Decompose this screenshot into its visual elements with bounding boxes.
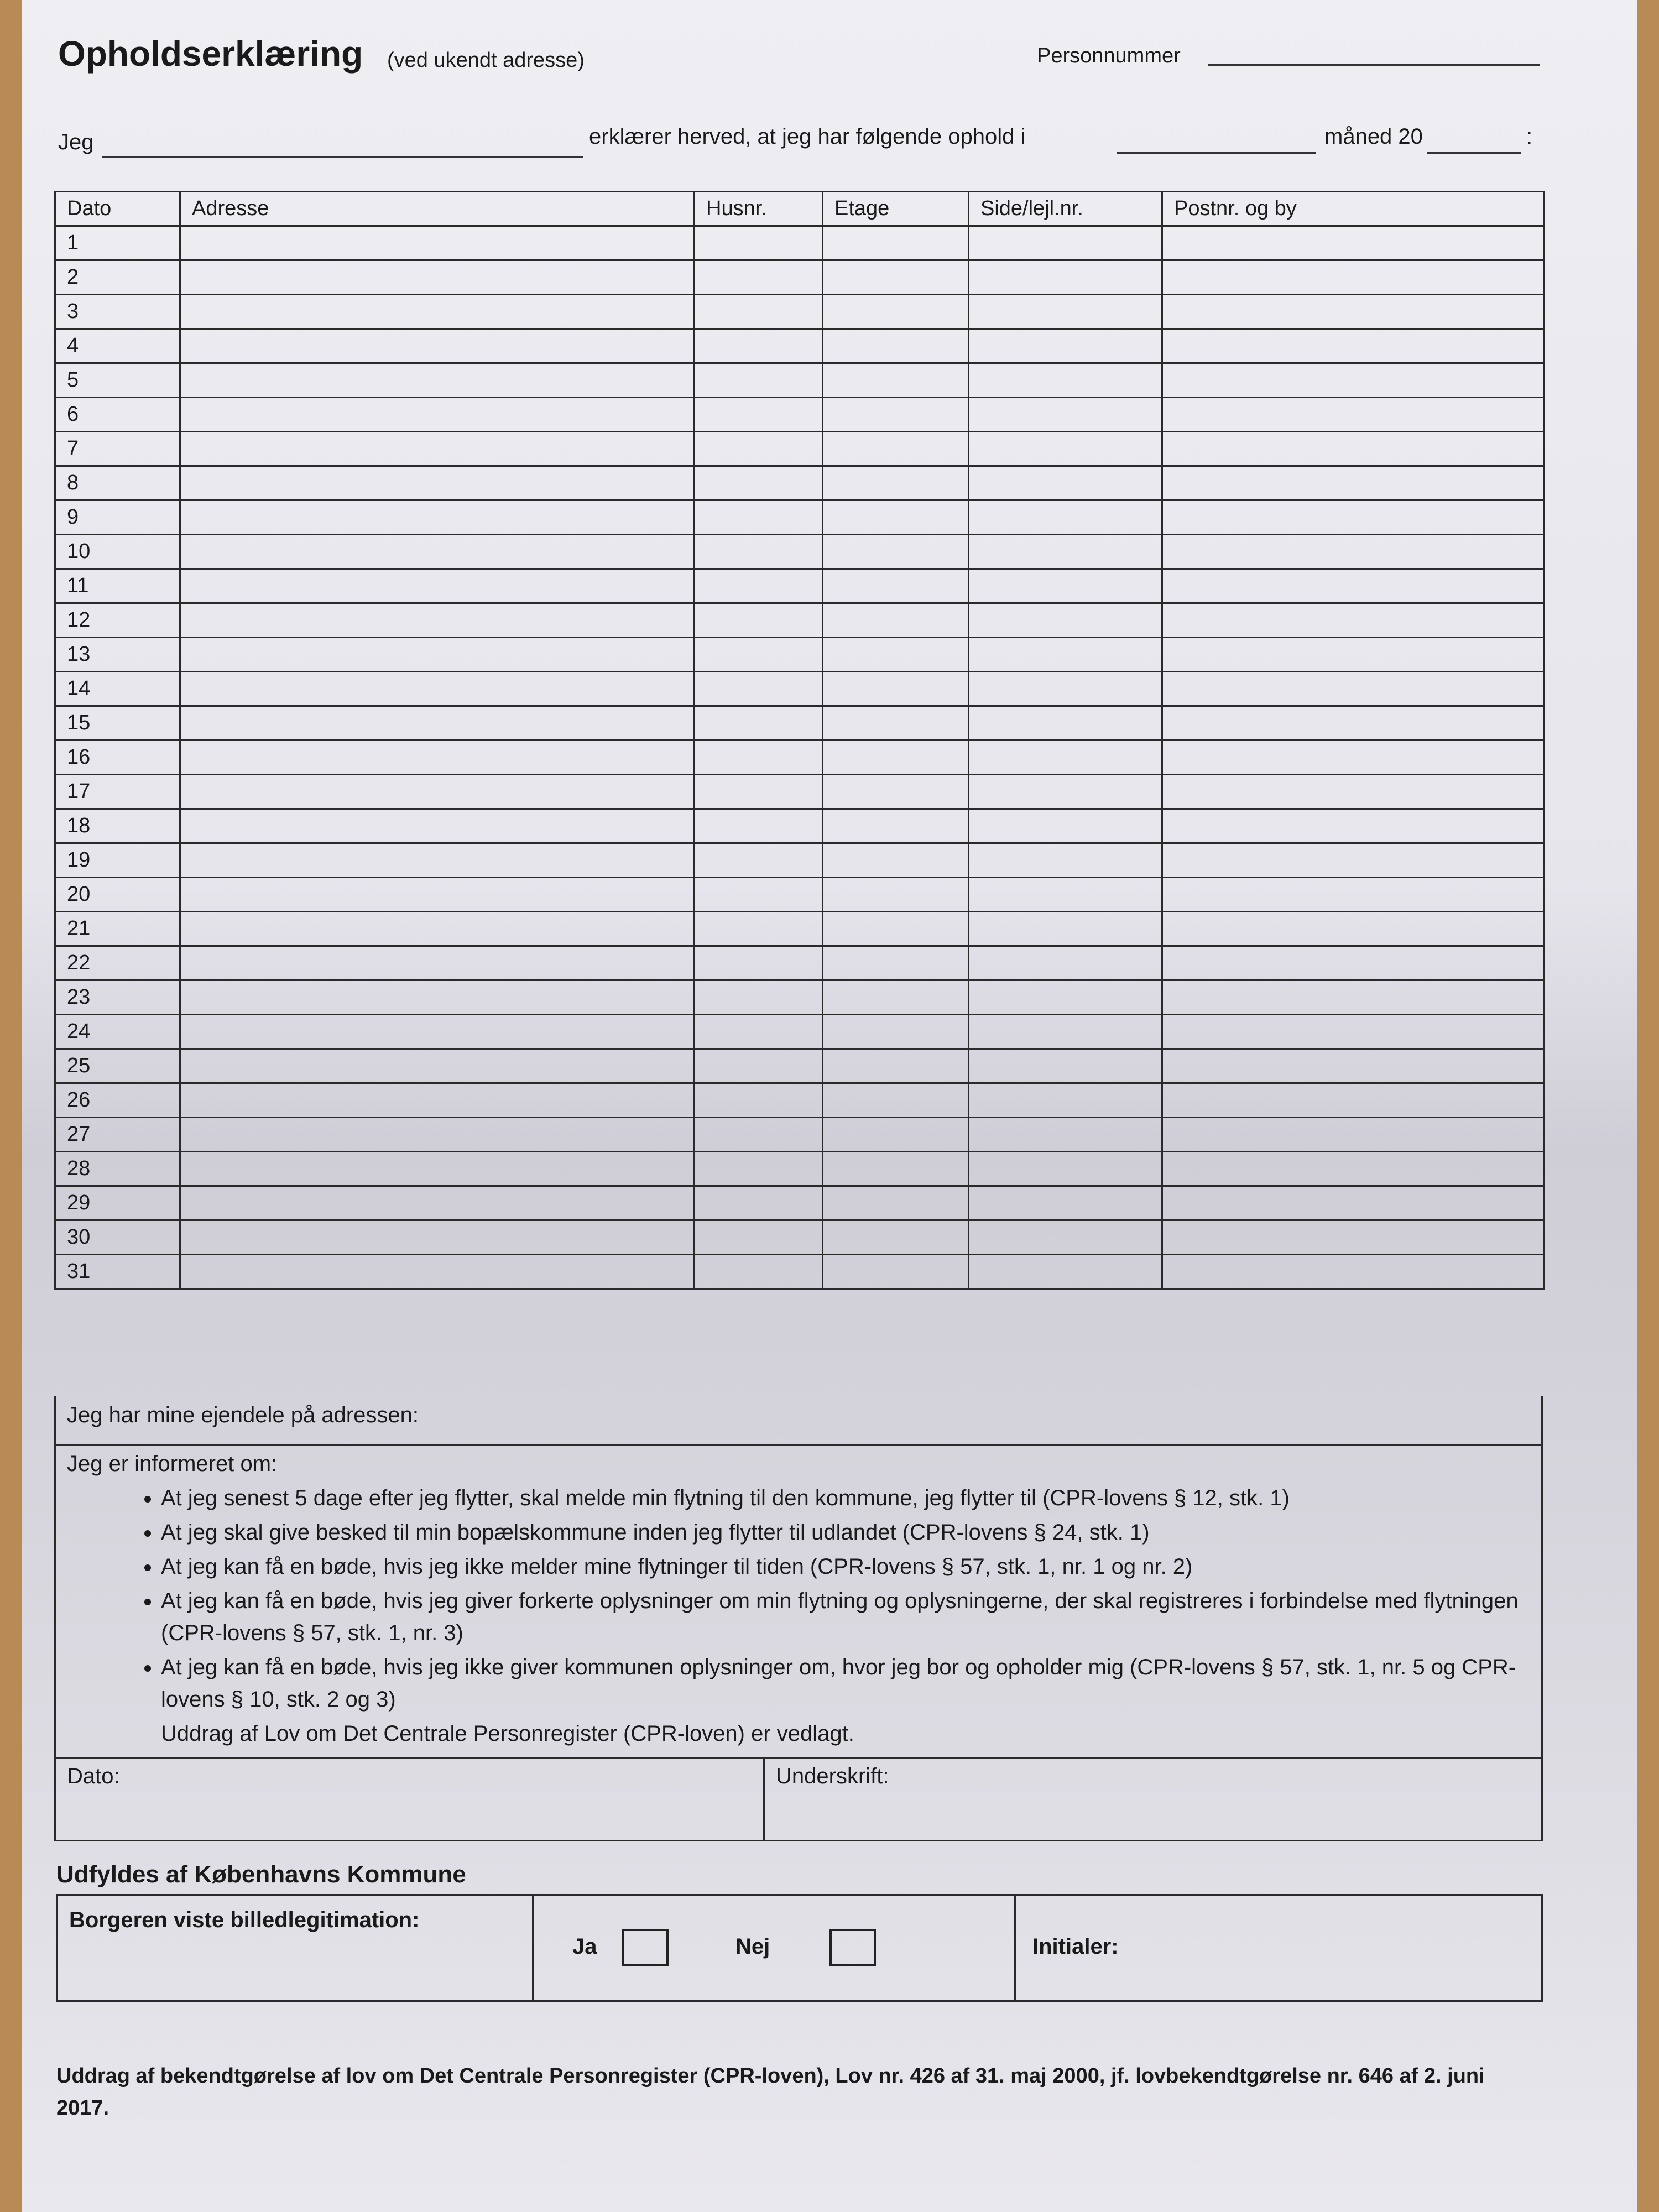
- table-row: [55, 740, 1544, 775]
- table-cell-input[interactable]: [969, 843, 1162, 878]
- table-cell-input[interactable]: [180, 535, 695, 569]
- signature-field[interactable]: [765, 1759, 900, 1840]
- table-cell-input[interactable]: [969, 1220, 1162, 1255]
- table-row: [55, 535, 1544, 569]
- table-cell-input[interactable]: [1162, 638, 1544, 672]
- table-cell-input[interactable]: [823, 1152, 969, 1186]
- table-cell-input[interactable]: [969, 672, 1162, 706]
- table-cell-input[interactable]: [180, 603, 695, 638]
- table-cell-input[interactable]: [695, 706, 823, 740]
- col-postnr: Postnr. og by: [1162, 192, 1544, 226]
- table-cell-input[interactable]: [180, 466, 695, 500]
- row-date: 29: [55, 1186, 180, 1220]
- kommune-heading: Udfyldes af Københavns Kommune: [56, 1861, 466, 1888]
- table-cell-input[interactable]: [969, 295, 1162, 329]
- page-title: Opholdserklæring: [58, 34, 363, 74]
- row-date: 7: [55, 432, 180, 466]
- table-cell-input[interactable]: [969, 809, 1162, 843]
- row-date: 9: [55, 500, 180, 535]
- yes-label: Ja: [572, 1934, 597, 1959]
- table-row: [55, 912, 1544, 946]
- initials-field[interactable]: [1016, 1896, 1541, 2000]
- table-cell-input[interactable]: [823, 603, 969, 638]
- table-cell-input[interactable]: [969, 1186, 1162, 1220]
- table-cell-input[interactable]: [969, 466, 1162, 500]
- table-cell-input[interactable]: [180, 363, 695, 398]
- table-cell-input[interactable]: [1162, 295, 1544, 329]
- table-cell-input[interactable]: [969, 912, 1162, 946]
- table-cell-input[interactable]: [695, 980, 823, 1015]
- col-side: Side/lejl.nr.: [969, 192, 1162, 226]
- table-cell-input[interactable]: [823, 638, 969, 672]
- table-cell-input[interactable]: [180, 1220, 695, 1255]
- table-cell-input[interactable]: [823, 672, 969, 706]
- table-cell-input[interactable]: [969, 569, 1162, 603]
- info-heading: Jeg er informeret om:: [67, 1452, 278, 1476]
- row-date: 14: [55, 672, 180, 706]
- declaration-jeg: Jeg: [58, 130, 94, 154]
- table-cell-input[interactable]: [1162, 775, 1544, 809]
- table-cell-input[interactable]: [823, 1015, 969, 1049]
- table-cell-input[interactable]: [823, 1118, 969, 1152]
- table-row: [55, 329, 1544, 363]
- table-row: [55, 603, 1544, 638]
- table-cell-input[interactable]: [180, 1255, 695, 1289]
- form-page: [22, 0, 1637, 2212]
- table-cell-input[interactable]: [695, 1152, 823, 1186]
- table-cell-input[interactable]: [180, 878, 695, 912]
- table-row: [55, 1083, 1544, 1118]
- table-row: [55, 260, 1544, 295]
- table-cell-input[interactable]: [823, 295, 969, 329]
- table-cell-input[interactable]: [695, 226, 823, 260]
- row-date: 23: [55, 980, 180, 1015]
- personnummer-label: Personnummer: [1037, 44, 1181, 67]
- table-cell-input[interactable]: [1162, 1049, 1544, 1083]
- table-cell-input[interactable]: [969, 1083, 1162, 1118]
- col-husnr: Husnr.: [695, 192, 823, 226]
- table-row: [55, 1015, 1544, 1049]
- table-cell-input[interactable]: [823, 878, 969, 912]
- table-cell-input[interactable]: [695, 535, 823, 569]
- table-cell-input[interactable]: [695, 809, 823, 843]
- table-cell-input[interactable]: [969, 740, 1162, 775]
- row-date: 6: [55, 398, 180, 432]
- table-cell-input[interactable]: [969, 363, 1162, 398]
- list-item: • At jeg skal give besked til min bopælskommune inden jeg flytter til udlandet (CPR-lovens § 24, stk. 1): [161, 1516, 1530, 1548]
- table-cell-input[interactable]: [823, 843, 969, 878]
- table-row: [55, 1255, 1544, 1289]
- table-row: [55, 1220, 1544, 1255]
- table-cell-input[interactable]: [695, 775, 823, 809]
- table-cell-input[interactable]: [1162, 603, 1544, 638]
- row-date: 17: [55, 775, 180, 809]
- table-row: [55, 569, 1544, 603]
- table-cell-input[interactable]: [823, 1049, 969, 1083]
- table-cell-input[interactable]: [1162, 466, 1544, 500]
- table-cell-input[interactable]: [1162, 980, 1544, 1015]
- declaration-line: [58, 124, 1540, 163]
- table-cell-input[interactable]: [180, 775, 695, 809]
- row-date: 21: [55, 912, 180, 946]
- table-cell-input[interactable]: [180, 980, 695, 1015]
- id-label: Borgeren viste billedlegitimation:: [58, 1896, 534, 2000]
- table-cell-input[interactable]: [695, 1015, 823, 1049]
- table-row: [55, 706, 1544, 740]
- table-cell-input[interactable]: [969, 535, 1162, 569]
- col-dato: Dato: [55, 192, 180, 226]
- table-row: [55, 980, 1544, 1015]
- table-cell-input[interactable]: [823, 980, 969, 1015]
- table-cell-input[interactable]: [695, 1049, 823, 1083]
- table-cell-input[interactable]: [695, 1118, 823, 1152]
- table-cell-input[interactable]: [1162, 398, 1544, 432]
- table-cell-input[interactable]: [969, 878, 1162, 912]
- table-cell-input[interactable]: [695, 603, 823, 638]
- table-cell-input[interactable]: [695, 878, 823, 912]
- list-item: • At jeg kan få en bøde, hvis jeg giver forkerte oplysninger om min flytning og oplysningerne, der skal registreres i forbindelse med flytningen (CPR-lovens § 57, stk. 1, nr. 3): [161, 1585, 1530, 1649]
- table-cell-input[interactable]: [695, 946, 823, 980]
- place-field[interactable]: [1117, 152, 1316, 154]
- table-cell-input[interactable]: [180, 329, 695, 363]
- table-cell-input[interactable]: [695, 295, 823, 329]
- table-row: [55, 1186, 1544, 1220]
- list-item: • At jeg kan få en bøde, hvis jeg ikke melder mine flytninger til tiden (CPR-lovens § 57, stk. 1, nr. 1 og nr. 2): [161, 1551, 1530, 1583]
- table-row: [55, 1118, 1544, 1152]
- row-date: 22: [55, 946, 180, 980]
- table-cell-input[interactable]: [180, 843, 695, 878]
- table-cell-input[interactable]: [695, 912, 823, 946]
- table-cell-input[interactable]: [180, 295, 695, 329]
- table-cell-input[interactable]: [1162, 740, 1544, 775]
- belongings-label: Jeg har mine ejendele på adressen:: [67, 1403, 419, 1427]
- table-cell-input[interactable]: [823, 1083, 969, 1118]
- table-cell-input[interactable]: [823, 535, 969, 569]
- table-cell-input[interactable]: [823, 775, 969, 809]
- table-row: [55, 775, 1544, 809]
- table-cell-input[interactable]: [969, 260, 1162, 295]
- table-cell-input[interactable]: [180, 260, 695, 295]
- table-cell-input[interactable]: [969, 1255, 1162, 1289]
- table-cell-input[interactable]: [969, 398, 1162, 432]
- table-cell-input[interactable]: [823, 1255, 969, 1289]
- table-cell-input[interactable]: [695, 398, 823, 432]
- table-cell-input[interactable]: [969, 1049, 1162, 1083]
- table-row: [55, 1152, 1544, 1186]
- table-row: [55, 295, 1544, 329]
- row-date: 31: [55, 1255, 180, 1289]
- table-cell-input[interactable]: [823, 363, 969, 398]
- table-cell-input[interactable]: [1162, 843, 1544, 878]
- table-cell-input[interactable]: [180, 398, 695, 432]
- table-cell-input[interactable]: [1162, 329, 1544, 363]
- table-cell-input[interactable]: [180, 672, 695, 706]
- stay-table: [54, 191, 1545, 1290]
- table-cell-input[interactable]: [180, 638, 695, 672]
- table-cell-input[interactable]: [180, 706, 695, 740]
- table-cell-input[interactable]: [1162, 226, 1544, 260]
- table-cell-input[interactable]: [1162, 1015, 1544, 1049]
- table-cell-input[interactable]: [969, 1015, 1162, 1049]
- table-cell-input[interactable]: [180, 912, 695, 946]
- table-cell-input[interactable]: [695, 500, 823, 535]
- table-row: [55, 809, 1544, 843]
- row-date: 26: [55, 1083, 180, 1118]
- year-field[interactable]: [1427, 152, 1521, 154]
- table-row: [55, 500, 1544, 535]
- initials-label: Initialer:: [1032, 1934, 1119, 1959]
- table-row: [55, 466, 1544, 500]
- row-date: 12: [55, 603, 180, 638]
- table-row: [55, 1049, 1544, 1083]
- table-cell-input[interactable]: [969, 775, 1162, 809]
- personnummer-field[interactable]: [1208, 64, 1540, 66]
- table-cell-input[interactable]: [823, 398, 969, 432]
- name-field[interactable]: [102, 156, 583, 158]
- table-cell-input[interactable]: [823, 1220, 969, 1255]
- row-date: 13: [55, 638, 180, 672]
- table-cell-input[interactable]: [695, 740, 823, 775]
- row-date: 19: [55, 843, 180, 878]
- table-cell-input[interactable]: [969, 706, 1162, 740]
- row-date: 27: [55, 1118, 180, 1152]
- table-row: [55, 432, 1544, 466]
- table-cell-input[interactable]: [969, 638, 1162, 672]
- table-cell-input[interactable]: [695, 672, 823, 706]
- row-date: 1: [55, 226, 180, 260]
- table-cell-input[interactable]: [969, 500, 1162, 535]
- table-cell-input[interactable]: [695, 329, 823, 363]
- row-date: 15: [55, 706, 180, 740]
- table-row: [55, 843, 1544, 878]
- table-cell-input[interactable]: [1162, 1083, 1544, 1118]
- table-cell-input[interactable]: [969, 1152, 1162, 1186]
- table-cell-input[interactable]: [1162, 432, 1544, 466]
- table-cell-input[interactable]: [969, 603, 1162, 638]
- table-row: [55, 226, 1544, 260]
- table-cell-input[interactable]: [180, 809, 695, 843]
- table-cell-input[interactable]: [180, 1049, 695, 1083]
- table-row: [55, 638, 1544, 672]
- table-cell-input[interactable]: [1162, 946, 1544, 980]
- table-cell-input[interactable]: [969, 946, 1162, 980]
- table-cell-input[interactable]: [180, 1186, 695, 1220]
- signature-label: Underskrift:: [776, 1764, 889, 1788]
- table-cell-input[interactable]: [695, 569, 823, 603]
- table-cell-input[interactable]: [180, 226, 695, 260]
- table-cell-input[interactable]: [969, 980, 1162, 1015]
- table-cell-input[interactable]: [1162, 1118, 1544, 1152]
- row-date: 18: [55, 809, 180, 843]
- table-row: [55, 398, 1544, 432]
- table-cell-input[interactable]: [823, 1186, 969, 1220]
- table-cell-input[interactable]: [969, 1118, 1162, 1152]
- list-item: • At jeg senest 5 dage efter jeg flytter, skal melde min flytning til den kommune, jeg flytter til (CPR-lovens § 12, stk. 1): [161, 1482, 1530, 1514]
- table-cell-input[interactable]: [180, 1015, 695, 1049]
- table-cell-input[interactable]: [1162, 260, 1544, 295]
- table-cell-input[interactable]: [823, 740, 969, 775]
- col-etage: Etage: [823, 192, 969, 226]
- table-cell-input[interactable]: [969, 432, 1162, 466]
- list-item: • At jeg kan få en bøde, hvis jeg ikke giver kommunen oplysninger om, hvor jeg bor og opholder mig (CPR-lovens § 57, stk. 1, nr. 5 og CPR-lovens § 10, stk. 2 og 3): [161, 1651, 1530, 1715]
- table-cell-input[interactable]: [180, 500, 695, 535]
- table-cell-input[interactable]: [823, 912, 969, 946]
- table-cell-input[interactable]: [695, 260, 823, 295]
- table-cell-input[interactable]: [180, 740, 695, 775]
- table-cell-input[interactable]: [695, 638, 823, 672]
- table-cell-input[interactable]: [695, 432, 823, 466]
- date-label: Dato:: [67, 1764, 120, 1788]
- table-cell-input[interactable]: [695, 1220, 823, 1255]
- row-date: 20: [55, 878, 180, 912]
- declaration-colon: :: [1526, 124, 1533, 149]
- table-cell-input[interactable]: [1162, 1255, 1544, 1289]
- table-cell-input[interactable]: [180, 1152, 695, 1186]
- table-cell-input[interactable]: [823, 260, 969, 295]
- table-row: [55, 878, 1544, 912]
- header: [58, 33, 1540, 88]
- belongings-field[interactable]: [54, 1396, 1543, 1446]
- table-cell-input[interactable]: [1162, 363, 1544, 398]
- row-date: 11: [55, 569, 180, 603]
- table-cell-input[interactable]: [823, 432, 969, 466]
- row-date: 8: [55, 466, 180, 500]
- col-adresse: Adresse: [180, 192, 695, 226]
- table-cell-input[interactable]: [823, 329, 969, 363]
- id-choice: [534, 1896, 1016, 2000]
- row-date: 30: [55, 1220, 180, 1255]
- page-subtitle: (ved ukendt adresse): [387, 49, 585, 72]
- table-cell-input[interactable]: [180, 569, 695, 603]
- table-cell-input[interactable]: [823, 946, 969, 980]
- row-date: 3: [55, 295, 180, 329]
- table-cell-input[interactable]: [823, 809, 969, 843]
- table-header-row: [55, 192, 1544, 226]
- table-cell-input[interactable]: [1162, 809, 1544, 843]
- info-list: [67, 1482, 1530, 1715]
- table-cell-input[interactable]: [1162, 535, 1544, 569]
- table-cell-input[interactable]: [695, 363, 823, 398]
- table-row: [55, 672, 1544, 706]
- table-cell-input[interactable]: [823, 706, 969, 740]
- row-date: 2: [55, 260, 180, 295]
- table-cell-input[interactable]: [969, 329, 1162, 363]
- date-field[interactable]: [56, 1759, 765, 1840]
- row-date: 24: [55, 1015, 180, 1049]
- table-cell-input[interactable]: [823, 466, 969, 500]
- table-cell-input[interactable]: [180, 1118, 695, 1152]
- footer-note: Uddrag af bekendtgørelse af lov om Det Centrale Personregister (CPR-loven), Lov nr. 426 af 31. maj 2000, jf. lovbekendtgørelse nr. 646 af 2. juni 2017.: [56, 2064, 1485, 2120]
- table-cell-input[interactable]: [1162, 1152, 1544, 1186]
- table-cell-input[interactable]: [1162, 878, 1544, 912]
- table-cell-input[interactable]: [180, 432, 695, 466]
- row-date: 28: [55, 1152, 180, 1186]
- declaration-text: erklærer herved, at jeg har følgende ophold i: [589, 124, 1026, 149]
- row-date: 10: [55, 535, 180, 569]
- table-cell-input[interactable]: [1162, 500, 1544, 535]
- table-row: [55, 363, 1544, 398]
- row-date: 5: [55, 363, 180, 398]
- table-row: [55, 946, 1544, 980]
- table-cell-input[interactable]: [969, 226, 1162, 260]
- attachment-note: Uddrag af Lov om Det Centrale Personregister (CPR-loven) er vedlagt.: [161, 1721, 854, 1746]
- table-cell-input[interactable]: [1162, 672, 1544, 706]
- table-cell-input[interactable]: [823, 500, 969, 535]
- row-date: 25: [55, 1049, 180, 1083]
- table-cell-input[interactable]: [823, 226, 969, 260]
- table-cell-input[interactable]: [695, 1186, 823, 1220]
- table-cell-input[interactable]: [1162, 912, 1544, 946]
- row-date: 16: [55, 740, 180, 775]
- yes-checkbox[interactable]: [622, 1929, 669, 1966]
- no-label: Nej: [735, 1934, 770, 1959]
- table-cell-input[interactable]: [695, 1255, 823, 1289]
- table-cell-input[interactable]: [180, 946, 695, 980]
- table-cell-input[interactable]: [695, 843, 823, 878]
- kommune-box: [56, 1894, 1543, 2002]
- signature-section: [54, 1759, 1543, 1841]
- table-cell-input[interactable]: [695, 1083, 823, 1118]
- table-cell-input[interactable]: [180, 1083, 695, 1118]
- row-date: 4: [55, 329, 180, 363]
- info-section: [54, 1446, 1543, 1759]
- no-checkbox[interactable]: [830, 1929, 876, 1966]
- table-cell-input[interactable]: [695, 466, 823, 500]
- table-cell-input[interactable]: [1162, 706, 1544, 740]
- table-cell-input[interactable]: [823, 569, 969, 603]
- table-cell-input[interactable]: [1162, 1220, 1544, 1255]
- table-cell-input[interactable]: [1162, 1186, 1544, 1220]
- table-cell-input[interactable]: [1162, 569, 1544, 603]
- declaration-month: måned 20: [1324, 124, 1423, 149]
